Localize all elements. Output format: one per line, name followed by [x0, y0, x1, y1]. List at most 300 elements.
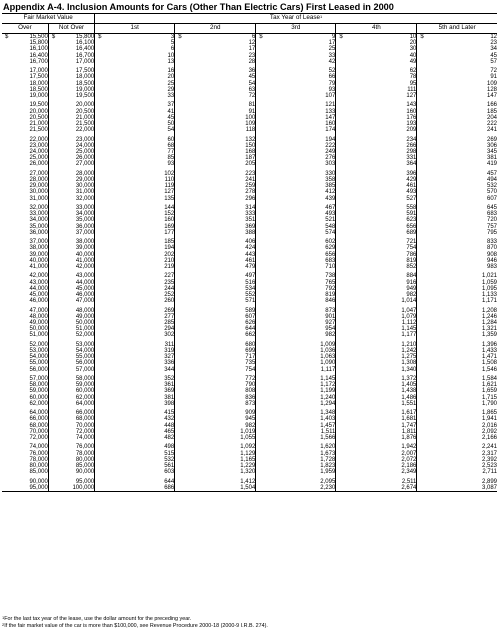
year-2-cell: 735 [175, 360, 256, 366]
over-cell: 34,000 [2, 217, 48, 223]
year-5-cell: 1,433 [481, 348, 497, 355]
not-over-cell: 23,000 [48, 137, 94, 143]
over-cell: 38,000 [2, 245, 48, 251]
year-3-cell: 222 [256, 143, 336, 149]
over-cell: 76,000 [2, 451, 48, 457]
year-5-cell: 2,092 [481, 428, 497, 435]
year-4-cell: 176 [336, 115, 417, 121]
year-2-cell: 241 [175, 177, 256, 183]
over-cell: 28,000 [2, 177, 48, 183]
over-cell: 41,000 [2, 264, 48, 270]
year-4-cell: 298 [336, 149, 417, 155]
not-over-cell: 42,000 [48, 264, 94, 270]
year-2-cell: 1,129 [175, 451, 256, 457]
over-cell: 33,000 [2, 211, 48, 217]
dollar-sign: $ [51, 34, 56, 40]
year-5-cell: 983 [486, 264, 497, 271]
not-over-cell: 34,000 [48, 211, 94, 217]
year-3-cell: 792 [256, 286, 336, 292]
over-cell: 16,700 [2, 59, 48, 65]
year-3-cell: 1,172 [256, 382, 336, 388]
year-2-cell: 259 [175, 183, 256, 189]
year-2-cell: 461 [175, 258, 256, 264]
year-2-cell: 91 [175, 109, 256, 115]
year-1-cell: 381 [95, 395, 175, 401]
year-1-cell: 302 [95, 332, 175, 338]
year-2-cell: 790 [175, 382, 256, 388]
over-cell: 27,000 [2, 171, 48, 177]
year-4-cell: 95 [336, 81, 417, 87]
year-4-cell: 193 [336, 121, 417, 127]
year-1-cell: 110 [95, 177, 175, 183]
footnote-2 [2, 623, 496, 630]
not-over-cell: 80,000 [48, 457, 94, 463]
not-over-cell: 27,000 [48, 161, 94, 167]
year-4-cell: 1,747 [336, 423, 417, 429]
year-3-cell: 1,036 [256, 348, 336, 354]
year-1-cell: 16 [95, 68, 175, 74]
footnote-mark-2: 2 [2, 622, 5, 627]
year-2-cell: 516 [175, 280, 256, 286]
over-cell: 70,000 [2, 429, 48, 435]
year-2-cell: 223 [175, 171, 256, 177]
year-5-cell: 419 [486, 161, 497, 168]
page-title: Appendix A-4. Inclusion Amounts for Cars (Other Than Electric Cars) First Leased in 2000 [3, 2, 394, 12]
year-4-cell: 78 [336, 74, 417, 80]
over-cell: 51,000 [2, 332, 48, 338]
over-cell: 19,500 [2, 102, 48, 108]
year-2-cell: 369 [175, 224, 256, 230]
year-2-cell: 1,165 [175, 457, 256, 463]
year-2-cell: 424 [175, 245, 256, 251]
year-2-cell: 836 [175, 395, 256, 401]
year-4-cell: 1,942 [336, 444, 417, 450]
year-5-cell: 381 [486, 155, 497, 162]
year-4-cell: 1,079 [336, 314, 417, 320]
year-1-cell: 515 [95, 451, 175, 457]
over-cell: 22,000 [2, 137, 48, 143]
year-1-cell: 210 [95, 258, 175, 264]
over-cell: 46,000 [2, 298, 48, 304]
year-4-cell: 2,511 [336, 479, 417, 485]
not-over-cell: 85,000 [48, 463, 94, 469]
not-over-cell: 17,500 [48, 68, 94, 74]
year-5-cell: 457 [486, 170, 497, 177]
year-5-cell: 1,321 [481, 326, 497, 333]
year-4-cell: 49 [336, 59, 417, 65]
year-2-cell: 808 [175, 388, 256, 394]
year-4-cell: 1,372 [336, 376, 417, 382]
year-5-cell: 1,865 [481, 410, 497, 417]
year-1-cell: 25 [95, 81, 175, 87]
year-5-cell: 2,241 [481, 444, 497, 451]
year-4-cell: 1,486 [336, 395, 417, 401]
year-1-cell: 177 [95, 230, 175, 236]
year-3-cell: 147 [256, 115, 336, 121]
over-cell: 17,000 [2, 68, 48, 74]
dollar-sign: $ [178, 34, 182, 40]
year-4-cell: 916 [336, 280, 417, 286]
year-2-cell: 1,504 [175, 485, 256, 492]
over-cell: 21,500 [2, 127, 48, 133]
year-5-column-header: 5th and Later [417, 24, 497, 34]
year-5-cell [417, 34, 497, 41]
cell-value: 15,800 [75, 34, 95, 40]
year-5-cell: 795 [486, 229, 497, 236]
year-4-cell: 1,242 [336, 348, 417, 354]
year-2-cell: 72 [175, 93, 256, 99]
year-5-cell: 2,899 [481, 478, 497, 485]
year-5-cell: 3,087 [417, 485, 497, 492]
year-5-cell: 570 [486, 189, 497, 196]
not-over-cell: 100,000 [48, 485, 94, 492]
year-4-cell: 1,551 [336, 401, 417, 407]
year-3-cell: 17 [256, 40, 336, 46]
not-over-cell: 48,000 [48, 308, 94, 314]
not-over-cell: 19,500 [48, 93, 94, 99]
year-1-cell: 498 [95, 444, 175, 450]
over-cell [2, 34, 48, 41]
year-4-cell: 949 [336, 286, 417, 292]
year-5-cell: 128 [486, 86, 497, 93]
not-over-cell: 17,000 [48, 59, 94, 65]
table-row [2, 34, 497, 41]
year-3-cell: 66 [256, 74, 336, 80]
year-2-cell: 100 [175, 115, 256, 121]
over-cell: 60,000 [2, 395, 48, 401]
year-5-cell: 2,392 [481, 456, 497, 463]
over-cell: 20,000 [2, 109, 48, 115]
year-1-cell: 294 [95, 326, 175, 332]
year-2-cell: 168 [175, 149, 256, 155]
year-1-cell: 285 [95, 320, 175, 326]
over-cell: 15,800 [2, 40, 48, 46]
year-1-cell: 336 [95, 360, 175, 366]
not-over-cell: 55,000 [48, 354, 94, 360]
year-2-cell: 497 [175, 273, 256, 279]
not-over-cell: 56,000 [48, 360, 94, 366]
year-3-cell: 683 [256, 258, 336, 264]
dollar-sign: $ [339, 34, 343, 40]
year-5-cell: 607 [486, 195, 497, 202]
not-over-cell: 74,000 [48, 435, 94, 441]
year-3-cell: 1,199 [256, 388, 336, 394]
over-cell: 30,000 [2, 189, 48, 195]
over-cell: 54,000 [2, 354, 48, 360]
over-cell: 19,000 [2, 93, 48, 99]
over-cell: 44,000 [2, 286, 48, 292]
year-3-cell: 521 [256, 217, 336, 223]
year-4-cell: 819 [336, 258, 417, 264]
year-4-cell: 364 [336, 161, 417, 167]
year-3-cell: 303 [256, 161, 336, 167]
not-over-cell: 20,000 [48, 102, 94, 108]
footnote-2-text: If the fair market value of the car is more than $100,000, see Revenue Procedure 2000-18 (2000-9 I.R.B. 274). [4, 623, 268, 629]
year-1-cell: 54 [95, 127, 175, 133]
year-5-cell: 1,208 [481, 307, 497, 314]
year-5-cell: 109 [486, 80, 497, 87]
over-cell: 62,000 [2, 401, 48, 407]
year-2-cell: 589 [175, 308, 256, 314]
year-4-cell: 461 [336, 183, 417, 189]
year-3-cell: 249 [256, 149, 336, 155]
year-3-cell: 1,145 [256, 376, 336, 382]
year-5-cell: 720 [486, 217, 497, 224]
not-over-cell: 16,700 [48, 53, 94, 59]
year-5-cell: 306 [486, 142, 497, 149]
over-cell: 50,000 [2, 326, 48, 332]
not-over-cell: 90,000 [48, 469, 94, 475]
year-3-cell: 1,511 [256, 429, 336, 435]
year-1-cell: 369 [95, 388, 175, 394]
header-row-columns [2, 24, 497, 34]
year-3-cell: 439 [256, 196, 336, 202]
year-5-cell: 222 [486, 121, 497, 128]
not-over-cell: 20,500 [48, 109, 94, 115]
not-over-cell: 53,000 [48, 342, 94, 348]
year-1-cell: 6 [95, 46, 175, 52]
over-cell: 16,100 [2, 46, 48, 52]
year-1-cell: 398 [95, 401, 175, 407]
year-4-cell: 623 [336, 217, 417, 223]
year-5-cell: 345 [486, 149, 497, 156]
year-2-cell: 296 [175, 196, 256, 202]
year-4-cell: 1,405 [336, 382, 417, 388]
year-1-cell: 311 [95, 342, 175, 348]
year-5-cell: 757 [486, 223, 497, 230]
year-5-cell: 1,790 [481, 400, 497, 407]
year-2-cell: 909 [175, 410, 256, 416]
year-1-cell: 29 [95, 87, 175, 93]
year-5-cell: 1,059 [481, 279, 497, 286]
year-3-cell: 927 [256, 320, 336, 326]
inclusion-table [2, 13, 497, 492]
dollar-sign: $ [98, 34, 102, 40]
year-3-cell: 330 [256, 171, 336, 177]
year-1-cell: 77 [95, 149, 175, 155]
table-row [2, 485, 497, 492]
over-cell: 59,000 [2, 388, 48, 394]
not-over-cell: 18,500 [48, 81, 94, 87]
year-3-cell: 412 [256, 189, 336, 195]
not-over-cell: 31,000 [48, 189, 94, 195]
year-2-cell: 1,320 [175, 469, 256, 475]
not-over-cell: 32,000 [48, 196, 94, 202]
over-cell: 31,000 [2, 196, 48, 202]
year-1-cell: 686 [95, 485, 175, 492]
year-3-cell: 1,403 [256, 416, 336, 422]
year-5-cell: 147 [486, 93, 497, 100]
over-cell: 21,000 [2, 121, 48, 127]
year-5-cell: 23 [490, 40, 497, 47]
year-4-cell: 111 [336, 87, 417, 93]
year-1-cell: 33 [95, 93, 175, 99]
year-3-cell: 52 [256, 68, 336, 74]
year-3-cell: 133 [256, 109, 336, 115]
year-4-cell: 396 [336, 171, 417, 177]
not-over-cell: 16,400 [48, 46, 94, 52]
over-cell: 23,000 [2, 143, 48, 149]
year-4-cell: 2,674 [336, 485, 417, 492]
year-4-cell: 689 [336, 230, 417, 236]
year-3-cell: 93 [256, 87, 336, 93]
year-2-cell: 1,229 [175, 463, 256, 469]
not-over-cell: 57,000 [48, 367, 94, 373]
year-3-cell: 629 [256, 245, 336, 251]
year-2-cell: 351 [175, 217, 256, 223]
year-1-cell: 644 [95, 479, 175, 485]
over-cell: 57,000 [2, 376, 48, 382]
year-4-cell: 40 [336, 53, 417, 59]
year-5-cell: 204 [486, 114, 497, 121]
over-cell: 29,000 [2, 183, 48, 189]
year-4-cell: 786 [336, 252, 417, 258]
year-5-cell: 269 [486, 136, 497, 143]
year-1-cell: 344 [95, 367, 175, 373]
not-over-cell: 45,000 [48, 286, 94, 292]
year-2-cell: 278 [175, 189, 256, 195]
header-row-groups [2, 14, 497, 24]
year-5-cell: 1,715 [481, 394, 497, 401]
over-cell: 24,000 [2, 149, 48, 155]
over-cell: 42,000 [2, 273, 48, 279]
not-over-cell: 43,000 [48, 273, 94, 279]
not-over-cell: 51,000 [48, 326, 94, 332]
over-cell: 58,000 [2, 382, 48, 388]
not-over-cell: 68,000 [48, 416, 94, 422]
year-2-cell: 571 [175, 298, 256, 304]
cell-value: 10 [409, 34, 417, 40]
year-4-cell: 30 [336, 46, 417, 52]
year-4-cell: 1,145 [336, 326, 417, 332]
year-3-cell: 107 [256, 93, 336, 99]
year-3-cell: 1,673 [256, 451, 336, 457]
year-3-cell: 710 [256, 264, 336, 270]
not-over-cell: 21,000 [48, 115, 94, 121]
footnote-1 [2, 616, 496, 623]
year-5-cell: 2,317 [481, 450, 497, 457]
tax-year-header [95, 14, 497, 24]
year-4-cell: 493 [336, 189, 417, 195]
year-5-cell: 1,246 [481, 313, 497, 320]
year-5-cell: 1,546 [481, 366, 497, 373]
year-5-cell: 683 [486, 211, 497, 218]
year-1-cell: 361 [95, 382, 175, 388]
over-cell: 43,000 [2, 280, 48, 286]
cell-value: 3 [170, 34, 175, 40]
over-cell: 39,000 [2, 252, 48, 258]
year-3-cell: 121 [256, 102, 336, 108]
year-3-cell: 819 [256, 292, 336, 298]
year-1-cell: 415 [95, 410, 175, 416]
year-2-cell: 644 [175, 326, 256, 332]
year-4-cell [336, 34, 417, 41]
year-1-cell: 5 [95, 40, 175, 46]
year-4-cell: 1,112 [336, 320, 417, 326]
year-4-cell: 852 [336, 264, 417, 270]
year-5-cell: 1,471 [481, 354, 497, 361]
over-cell: 47,000 [2, 308, 48, 314]
over-cell: 56,000 [2, 367, 48, 373]
over-cell: 40,000 [2, 258, 48, 264]
over-cell: 18,000 [2, 81, 48, 87]
not-over-cell: 60,000 [48, 388, 94, 394]
year-5-cell: 1,508 [481, 360, 497, 367]
year-4-cell: 721 [336, 239, 417, 245]
year-1-cell: 102 [95, 171, 175, 177]
year-2-cell: 333 [175, 211, 256, 217]
year-1-cell: 93 [95, 161, 175, 167]
year-5-cell: 1,171 [481, 298, 497, 305]
year-4-column-header: 4th [336, 24, 417, 34]
year-1-cell: 152 [95, 211, 175, 217]
not-over-cell: 24,000 [48, 143, 94, 149]
year-4-cell: 2,007 [336, 451, 417, 457]
year-3-cell: 1,728 [256, 457, 336, 463]
over-cell: 26,000 [2, 161, 48, 167]
year-3-cell: 493 [256, 211, 336, 217]
over-cell: 80,000 [2, 463, 48, 469]
year-1-cell: 50 [95, 121, 175, 127]
year-2-column-header: 2nd [175, 24, 256, 34]
not-over-cell: 16,100 [48, 40, 94, 46]
year-1-cell: 465 [95, 429, 175, 435]
year-3-cell: 25 [256, 46, 336, 52]
year-4-cell: 127 [336, 93, 417, 99]
year-1-cell: 68 [95, 143, 175, 149]
year-1-cell: 185 [95, 239, 175, 245]
year-2-cell: 662 [175, 332, 256, 338]
not-over-cell: 44,000 [48, 280, 94, 286]
not-over-cell: 22,000 [48, 127, 94, 133]
year-1-cell: 194 [95, 245, 175, 251]
year-5-cell: 72 [490, 68, 497, 75]
year-3-cell: 982 [256, 332, 336, 338]
year-3-cell: 765 [256, 280, 336, 286]
year-5-cell: 1,095 [481, 285, 497, 292]
year-3-cell: 1,063 [256, 354, 336, 360]
year-3-cell: 2,230 [256, 485, 336, 492]
year-2-cell: 205 [175, 161, 256, 167]
year-4-cell: 1,876 [336, 435, 417, 441]
year-5-cell: 494 [486, 177, 497, 184]
not-over-cell: 21,500 [48, 121, 94, 127]
over-cell: 90,000 [2, 479, 48, 485]
year-5-cell: 645 [486, 205, 497, 212]
year-5-cell: 34 [490, 46, 497, 53]
year-5-cell: 1,584 [481, 376, 497, 383]
over-column-header: Over [2, 24, 48, 34]
year-1-cell: 448 [95, 423, 175, 429]
year-4-cell: 982 [336, 292, 417, 298]
year-2-cell: 150 [175, 143, 256, 149]
year-2-cell: 54 [175, 81, 256, 87]
not-over-cell: 38,000 [48, 239, 94, 245]
cell-value: 12 [490, 34, 497, 40]
not-over-cell: 33,000 [48, 205, 94, 211]
not-over-cell: 18,000 [48, 74, 94, 80]
year-2-cell: 45 [175, 74, 256, 80]
not-over-cell: 59,000 [48, 382, 94, 388]
year-5-cell: 241 [486, 127, 497, 134]
year-4-cell: 591 [336, 211, 417, 217]
year-1-cell: 60 [95, 137, 175, 143]
year-4-cell: 527 [336, 196, 417, 202]
year-5-cell: 2,711 [482, 469, 497, 476]
year-2-cell: 81 [175, 102, 256, 108]
year-5-cell: 1,021 [481, 273, 497, 280]
not-over-cell: 19,000 [48, 87, 94, 93]
